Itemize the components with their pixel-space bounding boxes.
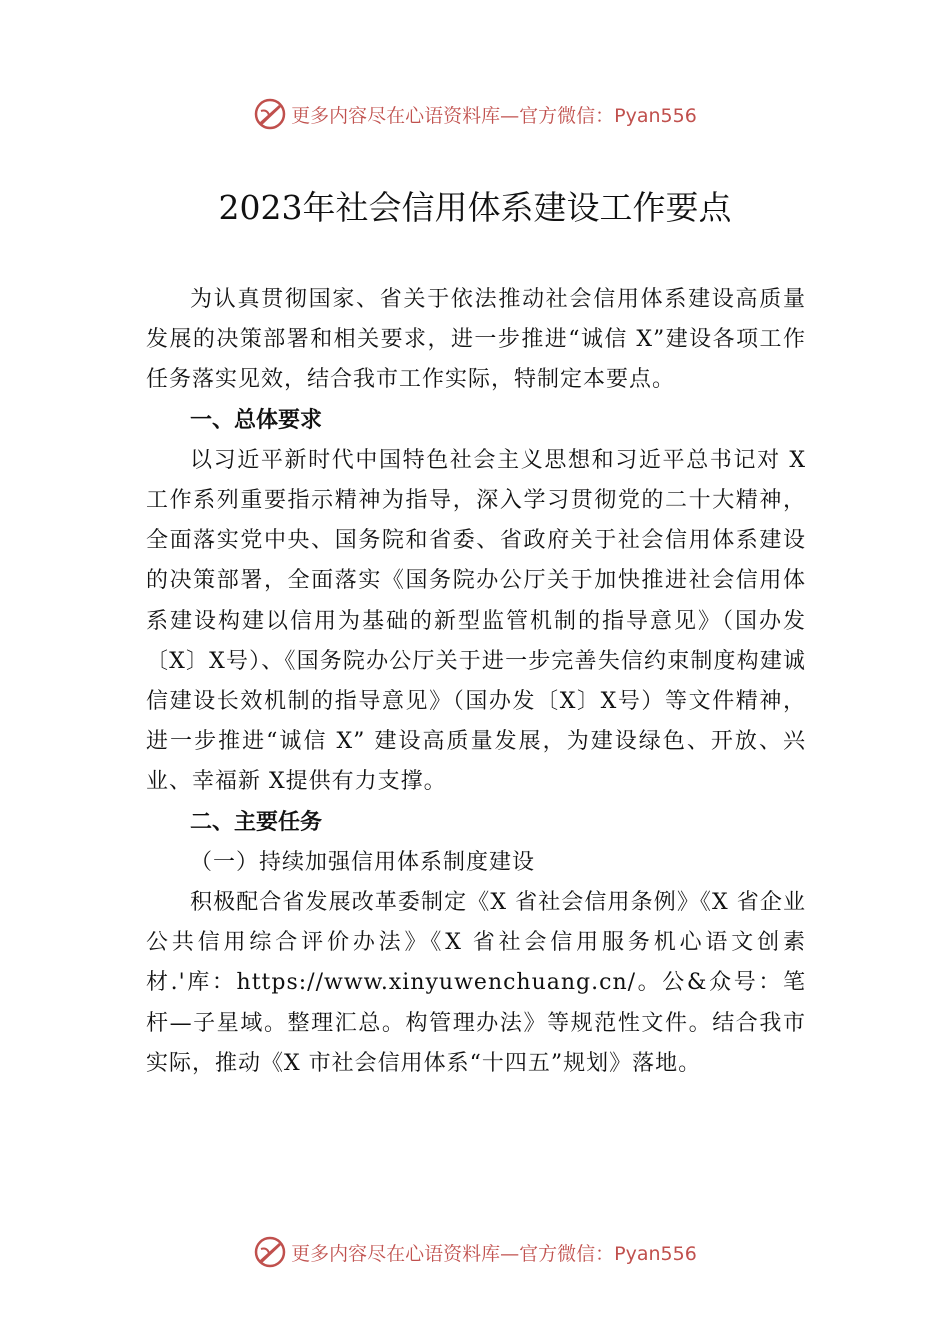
- footer-banner: [0, 1232, 950, 1272]
- subsection1-paragraph: 积极配合省发展改革委制定《X 省社会信用条例》《X 省企业公共信用综合评价办法》《X 省社会信用服务机心语文创素材.'库：https://www.xinyuwenchuang.cn/。公&众号：笔杆—子星域。整理汇总。构管理办法》等规范性文件。结合我市实际，推动《X 市社会信用体系“十四五”规划》落地。: [146, 890, 806, 1076]
- page-title: 2023年社会信用体系建设工作要点: [218, 188, 732, 227]
- section1-paragraph: 以习近平新时代中国特色社会主义思想和习近平总书记对 X工作系列重要指示精神为指导，深入学习贯彻党的二十大精神，全面落实党中央、国务院和省委、省政府关于社会信用体系建设的决策部署，全面落实《国务院办公厅关于加快推进社会信用体系建设构建以信用为基础的新型监管机制的指导意见》（国办发〔X〕X号）、《国务院办公厅关于进一步完善失信约束制度构建诚信建设长效机制的指导意见》（国办发〔X〕X号）等文件精神，进一步推进“诚信 X” 建设高质量发展，为建设绿色、开放、兴业、幸福新 X提供有力支撑。: [146, 447, 806, 795]
- brush-logo-icon: [253, 1235, 287, 1269]
- section1-heading: 一、总体要求: [190, 407, 323, 433]
- banner-text: 更多内容尽在心语资料库—官方微信：Pyan556: [291, 104, 697, 127]
- section2-heading: 二、主要任务: [190, 809, 323, 835]
- header-banner: [0, 94, 950, 134]
- banner-text: 更多内容尽在心语资料库—官方微信：Pyan556: [291, 1242, 697, 1265]
- subsection1-heading: （一）持续加强信用体系制度建设: [190, 849, 536, 875]
- document-body: [146, 280, 806, 1084]
- intro-paragraph: 为认真贯彻国家、省关于依法推动社会信用体系建设高质量发展的决策部署和相关要求，进一步推进“诚信 X”建设各项工作任务落实见效，结合我市工作实际，特制定本要点。: [146, 287, 806, 393]
- brush-logo-icon: [253, 97, 287, 131]
